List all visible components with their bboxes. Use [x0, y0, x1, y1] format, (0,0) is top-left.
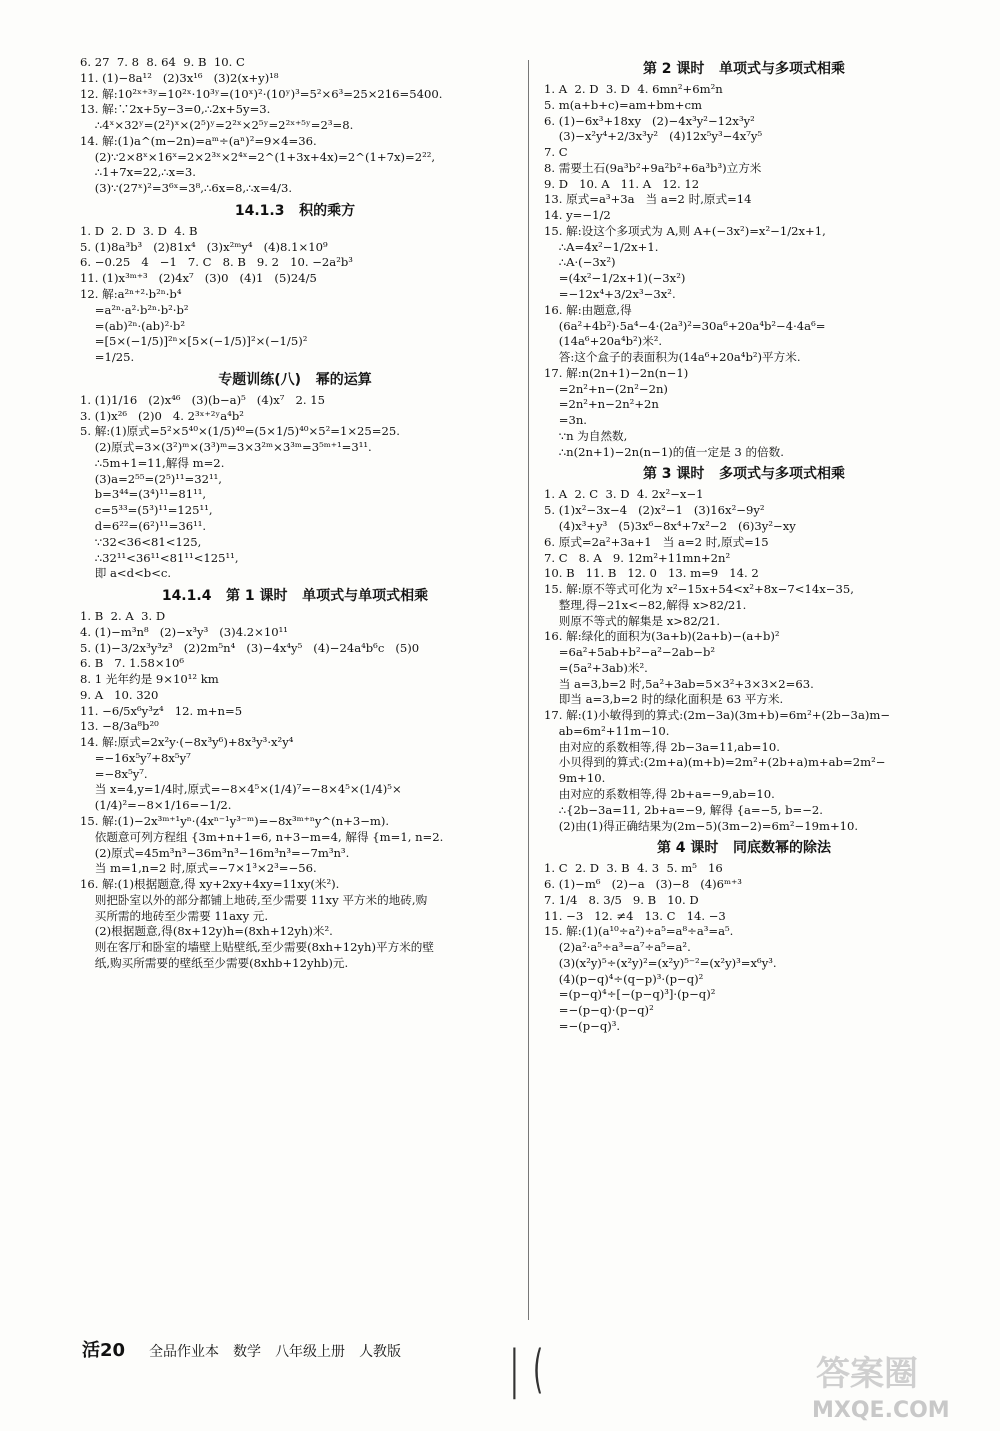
answer-line: ∴A=4x²−1/2x+1. [544, 239, 659, 254]
answer-line: 1. A 2. C 3. D 4. 2x²−x−1 [544, 487, 704, 502]
answer-line: (4)x³+y³ (5)3x⁶−8x⁴+7x²−2 (6)3y²−xy [544, 518, 796, 533]
answer-line: 10. B 11. B 12. 0 13. m=9 14. 2 [544, 566, 759, 581]
answer-line: (1/4)²=−8×1/16=−1/2. [80, 798, 232, 813]
answer-line: 1. B 2. A 3. D [80, 609, 166, 624]
answer-line: 6. 27 7. 8 8. 64 9. B 10. C [80, 55, 245, 69]
answer-line: =(4x²−1/2x+1)(−3x²) [544, 271, 686, 286]
answer-line: =(p−q)⁴÷[−(p−q)³]·(p−q)² [544, 987, 716, 1002]
answer-line: =1/25. [80, 350, 135, 365]
answer-line: c=5³³=(5³)¹¹=125¹¹, [80, 503, 213, 518]
answer-line: 14. 解:(1)a^(m−2n)=aᵐ÷(aⁿ)²=9×4=36. [80, 133, 317, 148]
answer-line: 当 m=1,n=2 时,原式=−7×1³×2³=−56. [80, 861, 317, 876]
answer-line: 11. (1)−8a¹² (2)3x¹⁶ (3)2(x+y)¹⁸ [80, 70, 279, 85]
answer-line: 16. 解:绿化的面积为(3a+b)(2a+b)−(a+b)² [544, 629, 780, 644]
answer-line: 17. 解:(1)小敏得到的算式:(2m−3a)(3m+b)=6m²+(2b−3a)m− [544, 708, 891, 723]
answer-line: 14. y=−1/2 [544, 208, 611, 223]
answer-line: (6a²+4b²)·5a⁴−4·(2a³)²=30a⁶+20a⁴b²−4·4a⁶= [544, 318, 826, 333]
answer-line: 小贝得到的算式:(2m+a)(m+b)=2m²+(2b+a)m+ab=2m²− [544, 755, 886, 770]
answer-line: 11. −6/5x⁶y³z⁴ 12. m+n=5 [80, 703, 243, 718]
answer-line: =−12x⁴+3/2x³−3x². [544, 286, 676, 301]
answer-line: 12. 解:a²ⁿ⁺²·b²ⁿ·b⁴ [80, 286, 182, 301]
answer-line: =3n. [544, 413, 587, 428]
answer-line: 则在客厅和卧室的墙壁上贴壁纸,至少需要(8xh+12yh)平方米的壁 [80, 940, 434, 955]
book-title: 全品作业本 [149, 1344, 220, 1360]
answer-line: 16. 解:(1)根据题意,得 xy+2xy+4xy=11xy(米²). [80, 877, 340, 892]
answer-line: (2)原式=3×(3²)ᵐ×(3³)ᵐ=3×3²ᵐ×3³ᵐ=3⁵ᵐ⁺¹=3¹¹. [80, 440, 372, 455]
answer-line: ∴4ˣ×32ʸ=(2²)ˣ×(2⁵)ʸ=2²ˣ×2⁵ʸ=2²ˣ⁺⁵ʸ=2³=8. [80, 118, 354, 133]
answer-line: 9. A 10. 320 [80, 687, 159, 702]
answer-line: 5. (1)−3/2x³y³z³ (2)2m⁵n⁴ (3)−4x⁴y⁵ (4)−24a⁴b⁶c (5)0 [80, 640, 420, 655]
answer-line: (3)−x²y⁴+2/3x³y² (4)12x⁵y³−4x⁷y⁵ [544, 129, 763, 144]
answer-line: =(ab)²ⁿ·(ab)²·b² [80, 318, 185, 333]
answer-line: 买所需的地砖至少需要 11axy 元. [80, 908, 269, 923]
answer-line: 13. 解:∵2x+5y−3=0,∴2x+5y=3. [80, 102, 271, 117]
answer-line: =[5×(−1/5)]²ⁿ×[5×(−1/5)]²×(−1/5)² [80, 334, 308, 349]
section-heading: 第 3 课时 多项式与多项式相乘 [642, 466, 846, 483]
left-column [80, 55, 510, 972]
answer-line: 5. (1)8a³b³ (2)81x⁴ (3)x²ᵐy⁴ (4)8.1×10⁹ [80, 239, 328, 254]
answer-line: 1. C 2. D 3. B 4. 3 5. m⁵ 16 [544, 861, 723, 876]
answer-line: 3. (1)x²⁶ (2)0 4. 2³ˣ⁺²ʸa⁴b² [80, 408, 244, 423]
answer-line: 7. 1/4 8. 3/5 9. B 10. D [544, 892, 699, 907]
answer-line: 13. −8/3a⁸b²⁰ [80, 719, 159, 734]
section-heading: 第 2 课时 单项式与多项式相乘 [642, 61, 846, 77]
answer-line: (2)a²·a⁵÷a³=a⁷÷a⁵=a². [544, 940, 691, 955]
answer-line: 6. B 7. 1.58×10⁶ [80, 656, 184, 671]
answer-line: =−8x⁵y⁷. [80, 766, 148, 781]
answer-line: (2)根据题意,得(8x+12y)h=(8xh+12yh)米². [80, 924, 333, 939]
answer-line: ∴5m+1=11,解得 m=2. [80, 455, 225, 470]
page-number: 活20 [82, 1340, 126, 1361]
handwritten-marks: | ( [510, 1340, 547, 1400]
answer-line: 11. (1)x³ᵐ⁺³ (2)4x⁷ (3)0 (4)1 (5)24/5 [80, 271, 317, 286]
answer-line: 5. (1)x²−3x−4 (2)x²−1 (3)16x²−9y² [544, 503, 765, 518]
answer-line: 即 a<d<b<c. [80, 566, 172, 581]
answer-line: 依题意可列方程组 {3m+n+1=6, n+3−m=4, 解得 {m=1, n=2. [80, 829, 444, 844]
answer-line: 17. 解:n(2n+1)−2n(n−1) [544, 365, 689, 380]
answer-line: 16. 解:由题意,得 [544, 302, 632, 317]
answer-line: 8. 1 光年约是 9×10¹² km [80, 672, 219, 687]
answer-line: (4)(p−q)⁴÷(q−p)³·(p−q)² [544, 971, 704, 986]
answer-line: (3)a=2⁵⁵=(2⁵)¹¹=32¹¹, [80, 471, 222, 486]
answer-line: =−16x⁵y⁷+8x⁵y⁷ [80, 750, 191, 765]
answer-line: 则把卧室以外的部分都铺上地砖,至少需要 11xy 平方米的地砖,购 [80, 892, 428, 907]
answer-line: 即当 a=3,b=2 时的绿化面积是 63 平方米. [544, 692, 784, 707]
answer-line: (2)由(1)得正确结果为(2m−5)(3m−2)=6m²−19m+10. [544, 818, 859, 833]
answer-line: 8. 需要土石(9a³b²+9a²b²+6a³b³)立方米 [544, 160, 762, 175]
answer-line: ∵n 为自然数, [544, 428, 628, 443]
answer-line: 纸,购买所需要的壁纸至少需要(8xhb+12yhb)元. [80, 955, 349, 970]
answer-line: =6a²+5ab+b²−a²−2ab−b² [544, 645, 716, 660]
answer-line: ∴n(2n+1)−2n(n−1)的值一定是 3 的倍数. [544, 444, 784, 459]
answer-line: (2)原式=45m³n³−36m³n³−16m³n³=−7m³n³. [80, 845, 350, 860]
answer-line: 7. C [544, 145, 568, 160]
answer-line: ab=6m²+11m−10. [544, 723, 670, 738]
watermark [786, 1343, 986, 1423]
answer-line: 6. (1)−m⁶ (2)−a (3)−8 (4)6ᵐ⁺³ [544, 877, 742, 892]
answer-line: 1. A 2. D 3. D 4. 6mn²+6m²n [544, 82, 723, 97]
section-heading: 第 4 课时 同底数幂的除法 [656, 840, 832, 857]
answer-line: 整理,得−21x<−82,解得 x>82/21. [544, 597, 747, 612]
edition: 人教版 [359, 1344, 402, 1360]
section-heading: 14.1.3 积的乘方 [234, 202, 356, 219]
answer-line: 5. 解:(1)原式=5²×5⁴⁰×(1/5)⁴⁰=(5×1/5)⁴⁰×5²=1×25=25. [80, 424, 400, 439]
answer-line: 答:这个盒子的表面积为(14a⁶+20a⁴b²)平方米. [544, 350, 801, 365]
answer-line: 13. 原式=a³+3a 当 a=2 时,原式=14 [544, 192, 752, 207]
answer-line: 11. −3 12. ≠4 13. C 14. −3 [544, 908, 726, 923]
answer-line: =a²ⁿ·a²·b²ⁿ·b²·b² [80, 302, 189, 317]
watermark-text: MXQE.COM [812, 1398, 950, 1423]
answer-line: (3)∵(27ˣ)²=3⁶ˣ=3⁸,∴6x=8,∴x=4/3. [80, 181, 293, 196]
answer-line: ∴32¹¹<36¹¹<81¹¹<125¹¹, [80, 550, 239, 565]
answer-line: (2)∵2×8ˣ×16ˣ=2×2³ˣ×2⁴ˣ=2^(1+3x+4x)=2^(1+7x)=2²², [80, 149, 436, 164]
answer-line: ∴1+7x=22,∴x=3. [80, 165, 196, 180]
answer-line: =−(p−q)³. [544, 1018, 621, 1033]
answer-line: 15. 解:(1)−2x³ᵐ⁺¹yⁿ·(4xⁿ⁻¹y³⁻ᵐ)=−8x³ᵐ⁺ⁿy^(n+3−m). [80, 814, 390, 829]
answer-line: =(5a²+3ab)米². [544, 660, 648, 675]
answer-line: 15. 解:(1)(a¹⁰÷a²)÷a⁵=a⁸÷a³=a⁵. [544, 924, 734, 939]
subject: 数学 [233, 1344, 262, 1360]
answer-line: 14. 解:原式=2x²y·(−8x³y⁶)+8x³y³·x²y⁴ [80, 735, 294, 750]
section-heading: 专题训练(八) 幂的运算 [218, 371, 372, 388]
answer-line: b=3⁴⁴=(3⁴)¹¹=81¹¹, [80, 487, 207, 502]
answer-line: 当 x=4,y=1/4时,原式=−8×4⁵×(1/4)⁷=−8×4⁵×(1/4)⁵× [80, 782, 402, 797]
right-column [544, 55, 944, 1035]
page-footer [82, 1336, 415, 1362]
answer-line: 6. 原式=2a²+3a+1 当 a=2 时,原式=15 [544, 534, 769, 549]
answer-line: 当 a=3,b=2 时,5a²+3ab=5×3²+3×3×2=63. [544, 676, 814, 691]
answer-line: 由对应的系数相等,得 2b−3a=11,ab=10. [544, 739, 780, 754]
answer-line: ∴{2b−3a=11, 2b+a=−9, 解得 {a=−5, b=−2. [544, 802, 823, 817]
answer-line: =2n²+n−(2n²−2n) [544, 381, 668, 396]
answer-line: ∴A·(−3x²) [544, 255, 616, 270]
answer-line: 6. −0.25 4 −1 7. C 8. B 9. 2 10. −2a²b³ [80, 255, 353, 270]
answer-line: (14a⁶+20a⁴b²)米². [544, 334, 663, 349]
answer-line: 5. m(a+b+c)=am+bm+cm [544, 97, 702, 112]
answer-line: 15. 解:设这个多项式为 A,则 A+(−3x²)=x²−1/2x+1, [544, 223, 826, 238]
answer-line: 9m+10. [544, 771, 606, 786]
watermark-logo-chars: 答案圈 [816, 1354, 918, 1394]
answer-line: 4. (1)−m³n⁸ (2)−x³y³ (3)4.2×10¹¹ [80, 624, 288, 639]
grade: 八年级上册 [275, 1344, 346, 1360]
answer-line: 1. D 2. D 3. D 4. B [80, 223, 198, 238]
answer-line: d=6²²=(6²)¹¹=36¹¹. [80, 518, 207, 533]
answer-line: 15. 解:原不等式可化为 x²−15x+54<x²+8x−7<14x−35, [544, 582, 854, 597]
answer-line: 由对应的系数相等,得 2b+a=−9,ab=10. [544, 786, 775, 801]
answer-line: =−(p−q)·(p−q)² [544, 1003, 654, 1018]
answer-line: (3)(x²y)⁵÷(x²y)²=(x²y)⁵⁻²=(x²y)³=x⁶y³. [544, 955, 777, 970]
watermark-logo [786, 1343, 986, 1423]
answer-line: 9. D 10. A 11. A 12. 12 [544, 176, 700, 191]
answer-line: 7. C 8. A 9. 12m²+11mn+2n² [544, 550, 731, 565]
section-heading: 14.1.4 第 1 课时 单项式与单项式相乘 [161, 588, 429, 605]
answer-line: 1. (1)1/16 (2)x⁴⁶ (3)(b−a)⁵ (4)x⁷ 2. 15 [80, 392, 325, 407]
answer-line: ∵32<36<81<125, [80, 534, 202, 549]
answer-line: =2n²+n−2n²+2n [544, 397, 659, 412]
answer-line: 6. (1)−6x³+18xy (2)−4x³y²−12x³y² [544, 113, 755, 128]
answer-line: 则原不等式的解集是 x>82/21. [544, 613, 721, 628]
column-divider [528, 60, 529, 1320]
answer-line: 12. 解:10²ˣ⁺³ʸ=10²ˣ·10³ʸ=(10ˣ)²·(10ʸ)³=5²×6³=25×216=5400. [80, 86, 443, 101]
